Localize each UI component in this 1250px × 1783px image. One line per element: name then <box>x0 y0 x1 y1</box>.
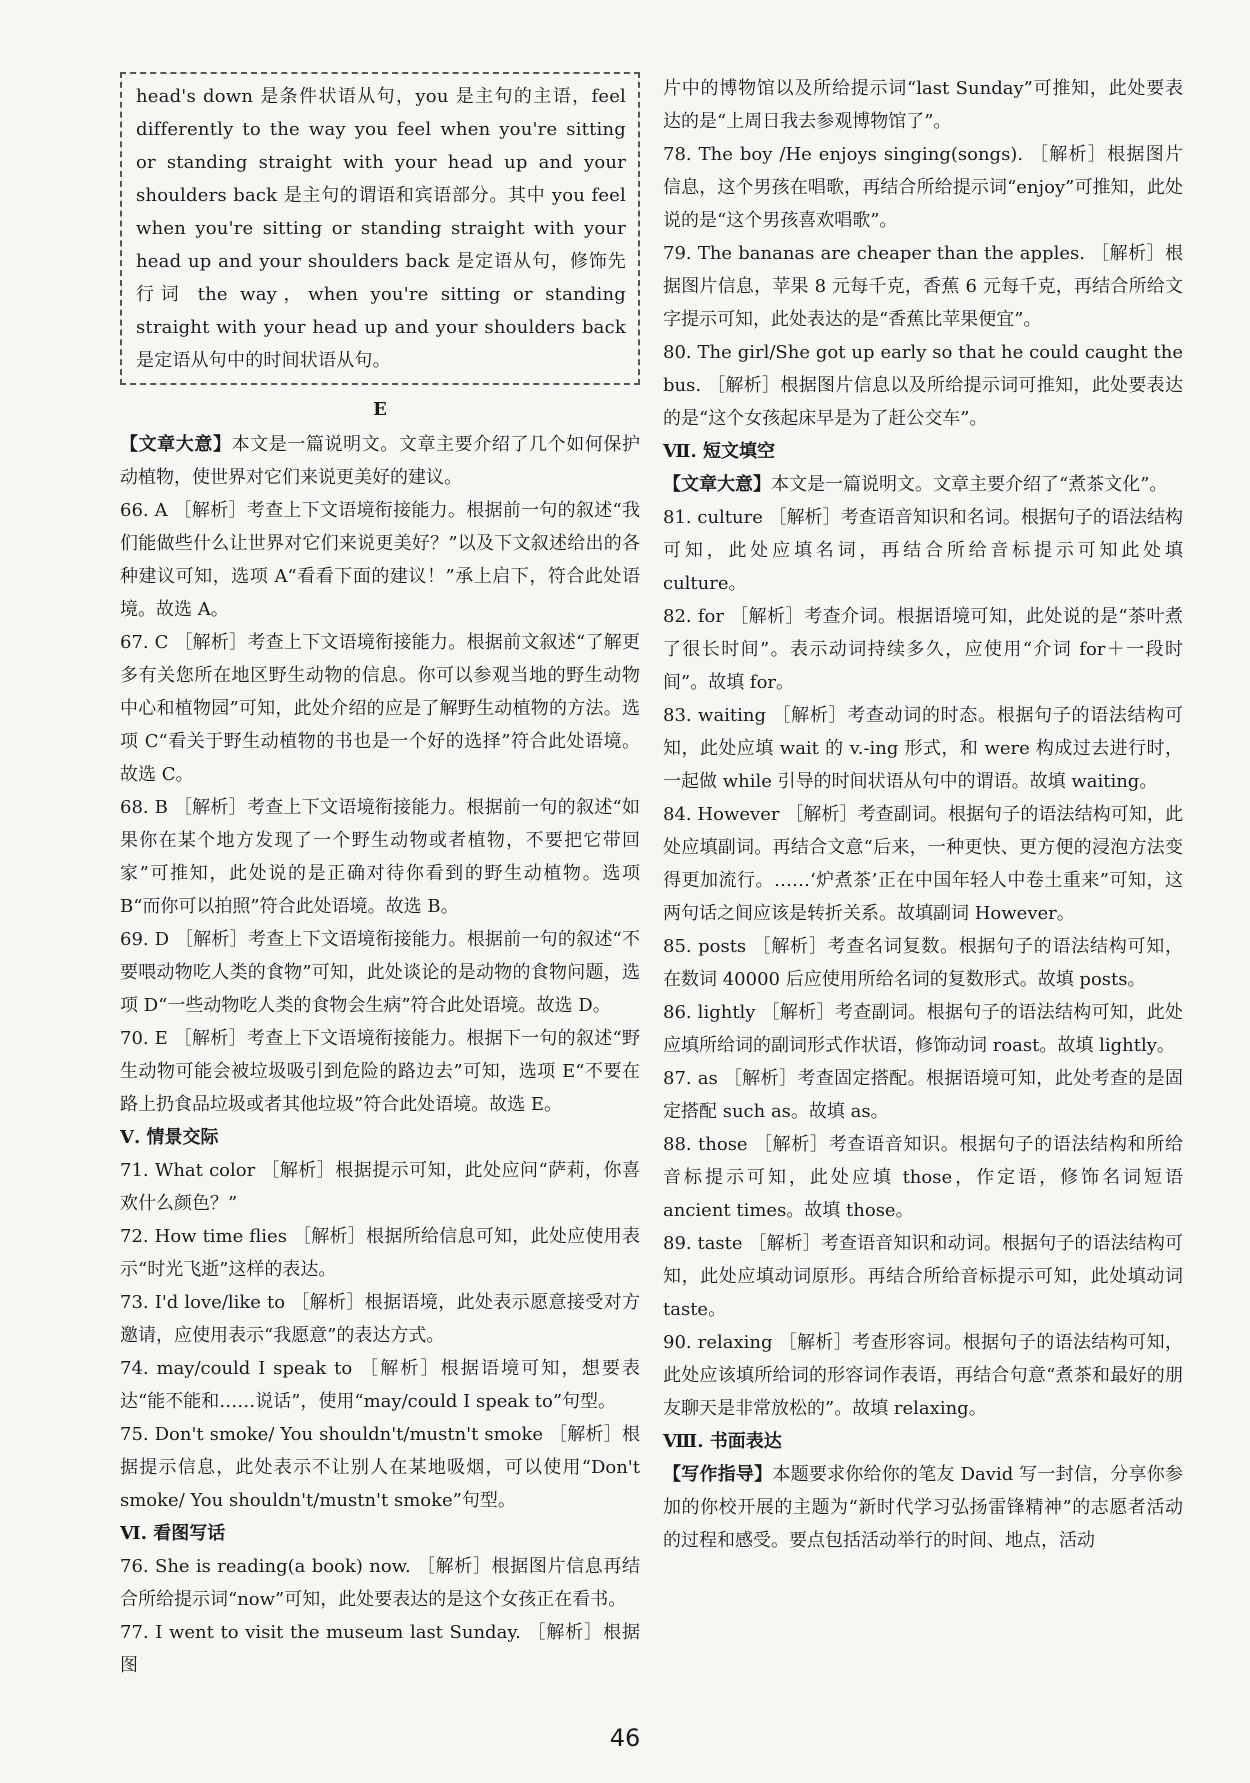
answer-item-68: 68. B ［解析］考查上下文语境衔接能力。根据前一句的叙述“如果你在某个地方发现了一个野生动物或者植物，不要把它带回家”可推知，此处说的是正确对待你看到的野生动植物。选项 B“而你可以拍照”符合此处语境。故选 B。 <box>120 797 640 917</box>
answer-item-74: 74. may/could I speak to ［解析］根据语境可知，想要表达“能不能和……说话”，使用“may/could I speak to”句型。 <box>120 1358 640 1412</box>
intro-tag: 【文章大意】 <box>663 474 771 495</box>
answer-item-85: 85. posts ［解析］考查名词复数。根据句子的语法结构可知，在数词 40000 后应使用所给名词的复数形式。故填 posts。 <box>663 936 1183 990</box>
answer-item-83: 83. waiting ［解析］考查动词的时态。根据句子的语法结构可知，此处应填 wait 的 v.-ing 形式，和 were 构成过去进行时，一起做 while 引导的时间状语从句中的谓语。故填 waiting。 <box>663 705 1183 792</box>
answer-item-77: 77. I went to visit the museum last Sunday. ［解析］根据图 <box>120 1622 640 1676</box>
answer-item-73: 73. I'd love/like to ［解析］根据语境，此处表示愿意接受对方邀请，应使用表示“我愿意”的表达方式。 <box>120 1292 640 1346</box>
answer-item-69: 69. D ［解析］考查上下文语境衔接能力。根据前一句的叙述“不要喂动物吃人类的食物”可知，此处谈论的是动物的食物问题，选项 D“一些动物吃人类的食物会生病”符合此处语境。故选 D。 <box>120 929 640 1016</box>
right-column <box>663 72 1183 1557</box>
answer-item-79: 79. The bananas are cheaper than the apples. ［解析］根据图片信息，苹果 8 元每千克，香蕉 6 元每千克，再结合所给文字提示可知，此处表达的是“香蕉比苹果便宜”。 <box>663 243 1183 330</box>
answer-item-82: 82. for ［解析］考查介词。根据语境可知，此处说的是“茶叶煮了很长时间”。表示动词持续多久，应使用“介词 for＋一段时间”。故填 for。 <box>663 606 1183 693</box>
answer-item-77-cont: 片中的博物馆以及所给提示词“last Sunday”可推知，此处要表达的是“上周日我去参观博物馆了”。 <box>663 78 1183 132</box>
grammar-note-box: head's down 是条件状语从句，you 是主句的主语，feel differently to the way you feel when you're sitting or standing straight with your head up and your shoulders back 是主句的谓语和宾语部分。其中 you feel when you're sitting or standing straight with your head up and your shoulders back 是定语从句，修饰先行词 the way，when you're sitting or standing straight with your head up and your shoulders back 是定语从句中的时间状语从句。 <box>120 72 640 385</box>
section-e-heading: E <box>373 399 387 420</box>
page-number: 46 <box>609 1724 641 1752</box>
answer-item-67: 67. C ［解析］考查上下文语境衔接能力。根据前文叙述“了解更多有关您所在地区野生动物的信息。你可以参观当地的野生动物中心和植物园”可知，此处介绍的应是了解野生动植物的方法。选项 C“看关于野生动植物的书也是一个好的选择”符合此处语境。故选 C。 <box>120 632 640 785</box>
intro-text: 本文是一篇说明文。文章主要介绍了几个如何保护动植物，使世界对它们来说更美好的建议。 <box>120 434 641 488</box>
guide-tag: 【写作指导】 <box>663 1464 773 1485</box>
answer-item-70: 70. E ［解析］考查上下文语境衔接能力。根据下一句的叙述“野生动物可能会被垃圾吸引到危险的路边去”可知，选项 E“不要在路上扔食品垃圾或者其他垃圾”符合此处语境。故选 E。 <box>120 1028 640 1115</box>
answer-item-66: 66. A ［解析］考查上下文语境衔接能力。根据前一句的叙述“我们能做些什么让世界对它们来说更美好？”以及下文叙述给出的各种建议可知，选项 A“看看下面的建议！”承上启下，符合此处语境。故选 A。 <box>120 500 640 620</box>
guide-text: 本题要求你给你的笔友 David 写一封信，分享你参加的你校开展的主题为“新时代学习弘扬雷锋精神”的志愿者活动的过程和感受。要点包括活动举行的时间、地点，活动 <box>663 1464 1183 1551</box>
answer-item-87: 87. as ［解析］考查固定搭配。根据语境可知，此处考查的是固定搭配 such as。故填 as。 <box>663 1068 1183 1122</box>
answer-item-71: 71. What color ［解析］根据提示可知，此处应问“萨莉，你喜欢什么颜色？” <box>120 1160 640 1214</box>
section-vii-heading: Ⅶ. 短文填空 <box>663 441 775 462</box>
answer-item-81: 81. culture ［解析］考查语音知识和名词。根据句子的语法结构可知，此处应填名词，再结合所给音标提示可知此处填 culture。 <box>663 507 1183 594</box>
section-e-intro <box>120 428 640 494</box>
left-column <box>120 72 640 1682</box>
section-vii-intro <box>663 468 1183 501</box>
intro-text: 本文是一篇说明文。文章主要介绍了“煮茶文化”。 <box>771 474 1168 495</box>
section-vi-heading: Ⅵ. 看图写话 <box>120 1523 226 1544</box>
answer-item-86: 86. lightly ［解析］考查副词。根据句子的语法结构可知，此处应填所给词的副词形式作状语，修饰动词 roast。故填 lightly。 <box>663 1002 1183 1056</box>
answer-item-89: 89. taste ［解析］考查语音知识和动词。根据句子的语法结构可知，此处应填动词原形。再结合所给音标提示可知，此处填动词 taste。 <box>663 1233 1183 1320</box>
answer-item-90: 90. relaxing ［解析］考查形容词。根据句子的语法结构可知，此处应该填所给词的形容词作表语，再结合句意“煮茶和最好的朋友聊天是非常放松的”。故填 relaxing。 <box>663 1332 1183 1419</box>
answer-item-78: 78. The boy /He enjoys singing(songs). ［解析］根据图片信息，这个男孩在唱歌，再结合所给提示词“enjoy”可推知，此处说的是“这个男孩喜欢唱歌”。 <box>663 144 1183 231</box>
intro-tag: 【文章大意】 <box>120 434 232 455</box>
answer-item-80: 80. The girl/She got up early so that he could caught the bus. ［解析］根据图片信息以及所给提示词可推知，此处要表达的是“这个女孩起床早是为了赶公交车”。 <box>663 342 1183 429</box>
answer-item-76: 76. She is reading(a book) now. ［解析］根据图片信息再结合所给提示词“now”可知，此处要表达的是这个女孩正在看书。 <box>120 1556 640 1610</box>
answer-item-75: 75. Don't smoke/ You shouldn't/mustn't smoke ［解析］根据提示信息，此处表示不让别人在某地吸烟，可以使用“Don't smoke/ You shouldn't/mustn't smoke”句型。 <box>120 1424 640 1511</box>
section-v-heading: Ⅴ. 情景交际 <box>120 1127 219 1148</box>
answer-item-88: 88. those ［解析］考查语音知识。根据句子的语法结构和所给音标提示可知，此处应填 those，作定语，修饰名词短语 ancient times。故填 those。 <box>663 1134 1183 1221</box>
section-viii-heading: Ⅷ. 书面表达 <box>663 1431 782 1452</box>
answer-item-72: 72. How time flies ［解析］根据所给信息可知，此处应使用表示“时光飞逝”这样的表达。 <box>120 1226 640 1280</box>
answer-item-84: 84. However ［解析］考查副词。根据句子的语法结构可知，此处应填副词。再结合文意“后来，一种更快、更方便的浸泡方法变得更加流行。……‘炉煮茶’正在中国年轻人中卷土重来”可知，这两句话之间应该是转折关系。故填副词 However。 <box>663 804 1183 924</box>
writing-guide <box>663 1458 1183 1557</box>
